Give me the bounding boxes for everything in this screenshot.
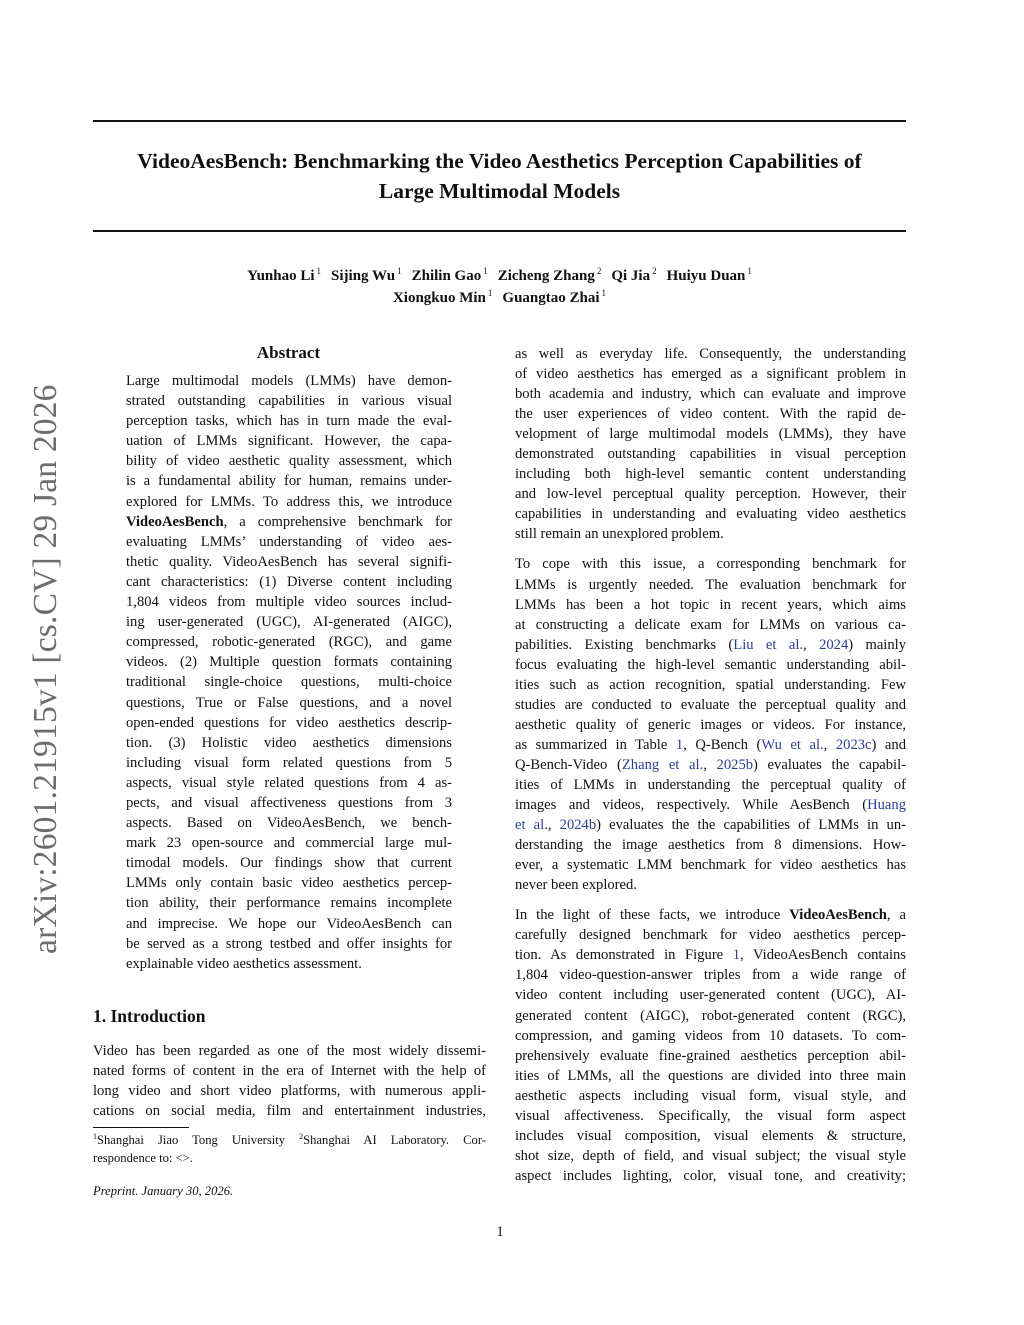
text-line: prehensively evaluate fine-grained aesthetics perception abil- [515,1047,906,1064]
text-line: of video aesthetics has emerged as a significant problem in [515,366,906,383]
citation-link[interactable]: 2024b [559,817,597,834]
text-line: LMMs has been a hot topic in recent years, which aims [515,596,906,613]
text-line: tion. (3) Holistic video aesthetics dimensions [126,734,452,751]
text-line: cations on social media, film and entertainment industries, [93,1103,486,1120]
text-line: shot size, depth of field, and visual subject; the visual style [515,1147,906,1164]
affiliation-1: Shanghai Jiao Tong University [97,1133,300,1147]
page-number: 1 [496,1224,504,1240]
citation-link[interactable]: et al. [515,817,548,834]
text-line: studies are conducted to evaluate the perceptual quality and [515,696,906,713]
text-line: derstanding the image aesthetics from 8 dimensions. How- [515,837,906,854]
citation-link[interactable]: 1 [675,736,684,753]
affiliation-mark: 1 [316,266,322,276]
text-line: capabilities in understanding and evaluating video aesthetics [515,506,906,523]
text-line: thetic quality. VideoAesBench has several signifi- [126,553,452,570]
paragraph-gap [515,895,906,905]
text-line: ing user-generated (UGC), AI-generated (AIGC), [126,614,452,631]
text-line: compression, and gaming videos from 10 datasets. To com- [515,1027,906,1044]
affiliation-mark: 1 [397,266,402,276]
affiliation-mark: 2 [596,266,602,276]
author-name: Guangtao Zhai $^1$ [502,288,607,306]
text-line: evaluating LMMs’ understanding of video aes- [126,533,452,550]
affiliation-footnote [93,1131,486,1167]
text-line: the user experiences of video content. With the rapid de- [515,406,906,423]
text-line: open-ended questions for video aesthetics descrip- [126,714,452,731]
paragraph-gap [515,544,906,554]
author-line [93,265,906,287]
author-name: Zhilin Gao $^1$ [411,266,488,284]
text-line: ities of LMMs in understanding the perceptual quality of [515,776,906,793]
affiliation-mark: 1 [487,288,493,298]
text-line: strated outstanding capabilities in various visual [126,393,452,410]
correspondence-line: respondence to: <>. [93,1151,193,1165]
text-line: ities of LMMs, all the questions are divided into three main [515,1067,906,1084]
text-line: mark 23 open-source and commercial large mul- [126,835,452,852]
text-line: traditional single-choice questions, multi-choice [126,674,452,691]
author-line [93,287,906,309]
author-name: Zicheng Zhang $^2$ [497,266,602,284]
text-line: focus evaluating the high-level semantic understanding abil- [515,656,906,673]
text-line: ities such as action recognition, spatial understanding. Few [515,676,906,693]
paper-title [93,146,906,206]
text-line: timodal models. Our findings show that current [126,855,452,872]
text-line: questions, True or False questions, and a novel [126,694,452,711]
text-line: et al., 2024b) evaluates the the capabilities of LMMs in un- [515,817,907,834]
text-line: visual affectiveness. Specifically, the visual form aspect [515,1107,906,1124]
citation-link[interactable]: 2023c [835,736,872,753]
text-line: VideoAesBench, a comprehensive benchmark for [126,513,452,530]
arxiv-identifier: arXiv:2601.21915v1 [cs.CV] 29 Jan 2026 [27,384,64,954]
text-line: pabilities. Existing benchmarks (Liu et al., 2024) mainly [515,636,907,653]
text-line: Q-Bench-Video (Zhang et al., 2025b) evaluates the capabil- [515,756,907,773]
author-name: Sijing Wu $^1$ [331,266,402,284]
affiliation-2: Shanghai AI Laboratory. Cor- [303,1133,486,1147]
citation-link[interactable]: Huang [867,797,906,814]
text-line: both academia and industry, which can evaluate and improve [515,386,906,403]
affiliation-mark: 2 [299,1132,304,1141]
text-line: aesthetic quality of generic images or videos. For instance, [515,716,906,733]
text-line: 1,804 videos from multiple video sources includ- [126,594,452,611]
text-line: including both high-level semantic content understanding [515,466,906,483]
text-line: velopment of large multimodal models (LMMs), they have [515,426,906,443]
footnote-rule [93,1127,189,1128]
text-line: generated content (AIGC), robot-generated content (RGC), [515,1007,906,1024]
affiliation-mark: 1 [601,288,607,298]
text-line: To cope with this issue, a corresponding benchmark for [515,556,906,573]
abstract-heading: Abstract [256,343,321,362]
text-line: LMMs is urgently needed. The evaluation benchmark for [515,576,906,593]
citation-link[interactable]: Wu et al. [761,736,824,753]
title-line: Large Multimodal Models [378,179,621,203]
text-line: explored for LMMs. To address this, we introduce [126,493,452,510]
text-line: demonstrated outstanding capabilities in visual perception [515,446,906,463]
text-line: aspects. Based on VideoAesBench, we bench- [126,815,452,832]
text-line: is a fundamental ability for human, remains under- [126,473,452,490]
text-line: pects, and visual affectiveness questions from 3 [126,794,452,811]
citation-link[interactable]: 2025b [716,756,754,773]
citation-link[interactable]: Zhang et al. [621,756,704,773]
title-rule-top [93,120,906,122]
text-line: explainable video aesthetics assessment. [126,955,362,972]
citation-link[interactable]: 1 [732,947,741,964]
introduction-body [93,1041,486,1121]
text-line: carefully designed benchmark for video aesthetics percep- [515,927,906,944]
text-line: perception tasks, which has in turn made the eval- [126,413,452,430]
text-line: still remain an unexplored problem. [515,526,724,543]
text-line: Video has been regarded as one of the most widely dissemi- [93,1043,486,1059]
text-line: LMMs only contain basic video aesthetics percep- [126,875,452,892]
text-line: as well as everyday life. Consequently, the understanding [515,346,906,362]
author-name: Yunhao Li $^1$ [247,266,322,284]
text-line: never been explored. [515,877,637,894]
introduction-heading: 1. Introduction [93,1006,206,1026]
text-line: aesthetic aspects including visual form, visual style, and [515,1087,906,1104]
text-line: cant characteristics: (1) Diverse content including [126,573,452,590]
text-line: tion. As demonstrated in Figure 1, VideoAesBench contains [515,947,906,964]
text-line: tion ability, their performance remains incomplete [126,895,452,912]
citation-link[interactable]: 2024 [819,636,849,653]
bold-term: VideoAesBench [126,513,224,530]
text-line: aspects, visual style related questions from 4 as- [126,774,452,791]
text-line: images and videos, respectively. While AesBench (Huang [515,797,906,814]
text-line: ever, a systematic LMM benchmark for video aesthetics has [515,857,906,874]
affiliation-mark: 1 [747,266,752,276]
text-line: including visual form related questions from 5 [126,754,452,771]
affiliation-mark: 2 [652,266,657,276]
title-line: VideoAesBench: Benchmarking the Video Aesthetics Perception Capabilities of [137,149,862,173]
text-line: video content including user-generated content (UGC), AI- [515,987,906,1004]
text-line: uation of LMMs significant. However, the capa- [126,433,452,450]
text-line: aspect includes lighting, color, visual tone, and creativity; [515,1167,906,1184]
text-line: nated forms of content in the era of Internet with the help of [93,1063,486,1080]
title-rule-bottom [93,230,906,232]
text-line: as summarized in Table 1, Q-Bench (Wu et al., 2023c) and [515,736,906,753]
author-name: Qi Jia $^2$ [611,266,657,284]
right-column-body [515,344,906,1186]
text-line: In the light of these facts, we introduce VideoAesBench, a [515,907,906,924]
text-line: bility of video aesthetic quality assessment, which [126,453,452,470]
abstract-body [126,371,452,974]
text-line: be served as a strong testbed and offer insights for [126,935,452,952]
text-line: videos. (2) Multiple question formats containing [126,654,452,671]
author-name: Huiyu Duan $^1$ [666,266,752,284]
text-line: 1,804 video-question-answer triples from a wide range of [515,967,906,984]
author-name: Xiongkuo Min $^1$ [392,288,493,306]
text-line: compressed, robotic-generated (RGC), and game [126,634,452,651]
affiliation-mark: 1 [93,1132,97,1141]
preprint-date: Preprint. January 30, 2026. [93,1184,234,1198]
bold-term: VideoAesBench [789,907,887,924]
text-line: long video and short video platforms, with numerous appli- [93,1083,486,1100]
text-line: includes visual composition, visual elements & structure, [515,1127,906,1144]
text-line: at constructing a delicate exam for LMMs on various ca- [515,616,906,633]
text-line: and low-level perceptual quality perception. However, their [515,486,906,503]
author-list [93,265,906,309]
text-line: and imprecise. We hope our VideoAesBench can [126,915,452,932]
affiliation-mark: 1 [483,266,488,276]
citation-link[interactable]: Liu et al. [733,636,804,653]
text-line: Large multimodal models (LMMs) have demon- [126,373,452,389]
